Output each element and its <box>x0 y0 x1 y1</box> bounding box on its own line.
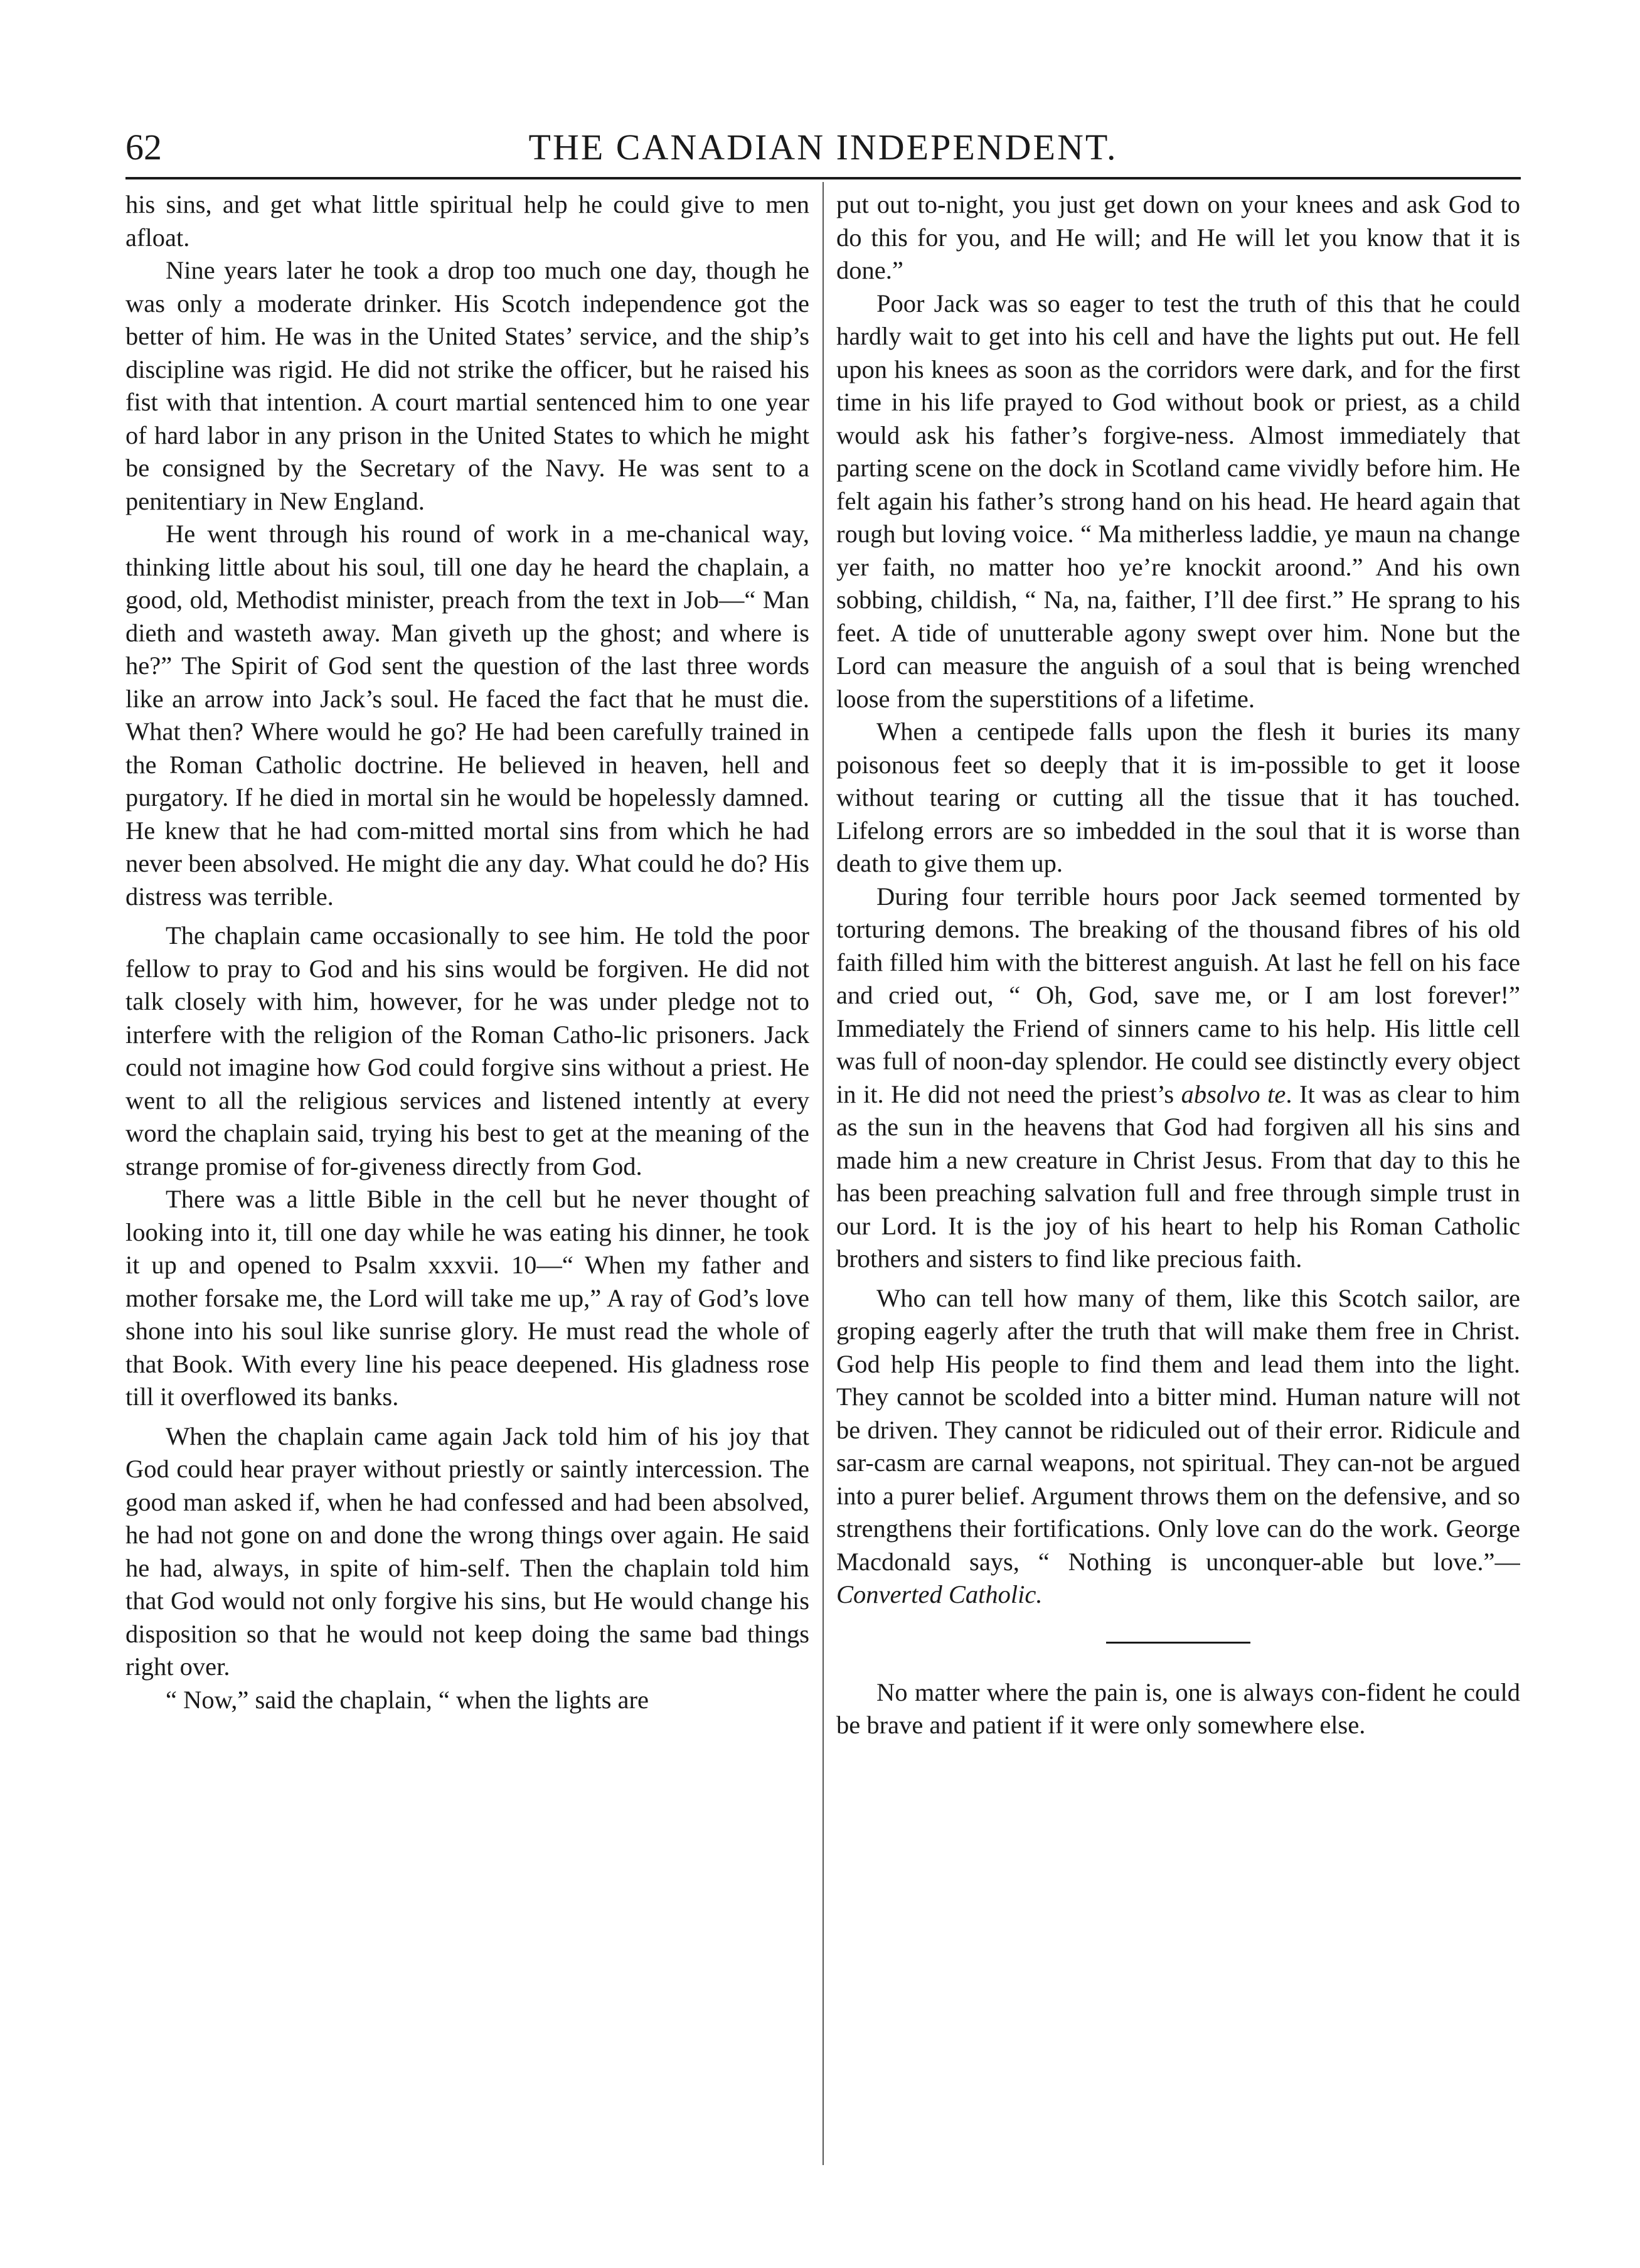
paragraph: He went through his round of work in a me-chanical way, thinking little about his soul, till one day he heard the chaplain, a good, old, Methodist minister, preach from the text in Job—“ Man dieth and wasteth away. Man giveth up the ghost; and where is he?” The Spirit of God sent the question of the last three words like an arrow into Jack’s soul. He faced the fact that he must die. What then? Where would he go? He had been carefully trained in the Roman Catholic doctrine. He believed in heaven, hell and purgatory. If he died in mortal sin he would be hopelessly damned. He knew that he had com-mitted mortal sins from which he had never been absolved. He might die any day. What could he do? His distress was terrible. <box>125 520 809 911</box>
paragraph: No matter where the pain is, one is always con-fident he could be brave and patient if it were only somewhere else. <box>836 1677 1520 1739</box>
paragraph: Poor Jack was so eager to test the truth of this that he could hardly wait to get into his cell and have the lights put out. He fell upon his knees as soon as the corridors were dark, and for the first time in his life prayed to God without book or priest, as a child would ask his father’s forgive-ness. Almost immediately that parting scene on the dock in Scotland came vividly before him. He felt again his father’s strong hand on his head. He heard again that rough but loving voice. “ Ma mitherless laddie, ye maun na change yer faith, no matter hoo ye’re knockit aroond.” And his own sobbing, childish, “ Na, na, faither, I’ll dee first.” He sprang to his feet. A tide of unutterable agony swept over him. None but the Lord can measure the anguish of a soul that is being wrenched loose from the superstitions of a lifetime. <box>836 289 1520 713</box>
column-divider <box>823 182 824 2165</box>
source-attribution: Converted Catholic. <box>836 1580 1043 1608</box>
paragraph: There was a little Bible in the cell but he never thought of looking into it, till one day while he was eating his dinner, he took it up and opened to Psalm xxxvii. 10—“ When my father and mother forsake me, the Lord will take me up,” A ray of God’s love shone into his soul like sunrise glory. He must read the whole of that Book. With every line his peace deepened. His gladness rose till it overflowed its banks. <box>125 1185 809 1411</box>
page-header <box>125 122 1521 173</box>
left-column <box>125 188 809 2178</box>
paragraph: Nine years later he took a drop too much one day, though he was only a moderate drinker. His Scotch independence got the better of him. He was in the United States’ service, and the ship’s discipline was rigid. He did not strike the officer, but he raised his fist with that intention. A court martial sentenced him to one year of hard labor in any prison in the United States to which he might be consigned by the Secretary of the Navy. He was sent to a penitentiary in New England. <box>125 256 809 515</box>
section-rule <box>1106 1642 1250 1644</box>
paragraph: his sins, and get what little spiritual help he could give to men afloat. <box>125 190 809 252</box>
paragraph-text: . It was as clear to him as the sun in the heavens that God had forgiven all his sins and made him a new creature in Christ Jesus. From that day to this he has been preaching salvation full and free through simple trust in our Lord. It is the joy of his heart to help his Roman Catholic brothers and sisters to find like precious faith. <box>836 1079 1520 1273</box>
paragraph: When a centipede falls upon the flesh it buries its many poisonous feet so deeply that it is im-possible to get it loose without tearing or cutting all the tissue that it has touched. Lifelong errors are so imbedded in the soul that it is worse than death to give them up. <box>836 717 1520 877</box>
paragraph <box>836 880 1520 1276</box>
paragraph-text: During four terrible hours poor Jack seemed tormented by torturing demons. The breaking of the thousand fibres of his old faith filled him with the bitterest anguish. At last he fell on his face and cried out, “ Oh, God, save me, or I am lost forever!” Immediately the Friend of sinners came to his help. His little cell was full of noon-day splendor. He could see distinctly every object in it. He did not need the priest’s <box>836 882 1520 1108</box>
right-column <box>836 188 1520 2178</box>
page-number: 62 <box>125 127 162 168</box>
latin-phrase: absolvo te <box>1181 1079 1286 1108</box>
paragraph: “ Now,” said the chaplain, “ when the lights are <box>166 1685 649 1714</box>
paragraph <box>836 1282 1520 1612</box>
paragraph: put out to-night, you just get down on your knees and ask God to do this for you, and He will; and He will let you know that it is done.” <box>836 190 1520 284</box>
paragraph: The chaplain came occasionally to see him. He told the poor fellow to pray to God and his sins would be forgiven. He did not talk closely with him, however, for he was under pledge not to interfere with the religion of the Roman Catho-lic prisoners. Jack could not imagine how God could forgive sins without a priest. He went to all the religious services and listened intently at every word the chaplain said, trying his best to get at the meaning of the strange promise of for-giveness directly from God. <box>125 921 809 1180</box>
header-rule <box>125 177 1521 179</box>
journal-title: THE CANADIAN INDEPENDENT. <box>528 127 1118 168</box>
paragraph-text: Who can tell how many of them, like this Scotch sailor, are groping eagerly after the truth that will make them free in Christ. God help His people to find them and lead them into the light. They cannot be scolded into a bitter mind. Human nature will not be driven. They cannot be ridiculed out of their error. Ridicule and sar-casm are carnal weapons, not spiritual. They can-not be argued into a purer belief. Argument throws them on the defensive, and so strengthens their fortifications. Only love can do the work. George Macdonald says, “ Nothing is unconquer-able but love.”— <box>836 1283 1520 1576</box>
paragraph: When the chaplain came again Jack told him of his joy that God could hear prayer without priestly or saintly intercession. The good man asked if, when he had confessed and had been absolved, he had not gone on and done the wrong things over again. He said he had, always, in spite of him-self. Then the chaplain told him that God would not only forgive his sins, but He would change his disposition so that he would not keep doing the same bad things right over. <box>125 1421 809 1681</box>
